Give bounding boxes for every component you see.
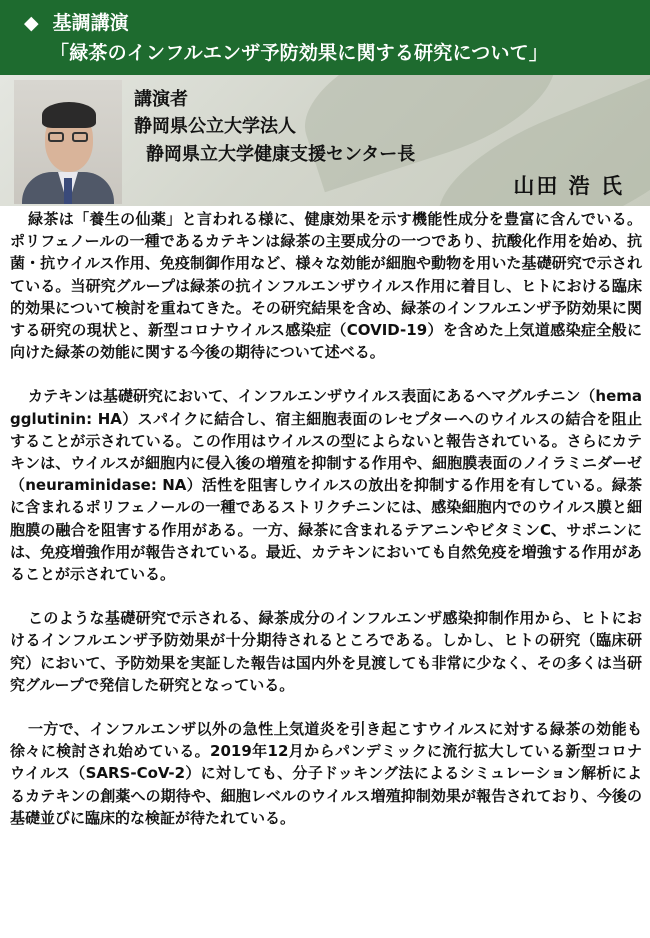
- lecture-title: 「緑茶のインフルエンザ予防効果に関する研究について」: [50, 42, 549, 64]
- paragraph: このような基礎研究で示される、緑茶成分のインフルエンザ感染抑制作用から、ヒトにおけるインフルエンザ予防効果が十分期待されるところである。しかし、ヒトの研究（臨床研究）において、予防効果を実証した報告は国内外を見渡しても非常に少なく、その多くは当研究グループで発信した研究となっている。: [10, 609, 642, 694]
- speaker-panel: [0, 75, 650, 206]
- diamond-bullet-icon: ◆: [24, 12, 39, 34]
- section-heading: [24, 8, 129, 35]
- speaker-position: 静岡県立大学健康支援センター長: [146, 144, 416, 165]
- speaker-name: 山田 浩 氏: [513, 174, 624, 198]
- paragraph: カテキンは基礎研究において、インフルエンザウイルス表面にあるヘマグルチニン（hemagglutinin: HA）スパイクに結合し、宿主細胞表面のレセプターへのウイルスの結合を阻止することが示されている。この作用はウイルスの型によらないと報告されている。さらにカテキンは、ウイルスが細胞内に侵入後の増殖を抑制する作用や、細胞膜表面のノイラミニダーゼ（neuraminidase: NA）活性を阻害しウイルスの放出を抑制する作用を有している。緑茶に含まれるポリフェノールの一種であるストリクチニンには、感染細胞内でのウイルス膜と細胞膜の融合を阻害する作用がある。一方、緑茶に含まれるテアニンやビタミンC、サポニンには、免疫増強作用が報告されている。最近、カテキンにおいても自然免疫を増強する作用があることが示されている。: [10, 387, 642, 584]
- paragraph: 緑茶は「養生の仙薬」と言われる様に、健康効果を示す機能性成分を豊富に含んでいる。ポリフェノールの一種であるカテキンは緑茶の主要成分の一つであり、抗酸化作用を始め、抗菌・抗ウイルス作用、免疫制御作用など、様々な効能が細胞や動物を用いた基礎研究で示されている。当研究グループは緑茶の抗インフルエンザウイルス作用に着目し、ヒトにおける臨床的効果について検討を重ねてきた。その研究結果を含め、緑茶のインフルエンザ予防効果に関する研究の現状と、新型コロナウイルス感染症（COVID-19）を含めた上気道感染症全般に向けた緑茶の効能に関する今後の期待について述べる。: [10, 210, 642, 362]
- section-label: 基調講演: [52, 12, 129, 34]
- paragraph: 一方で、インフルエンザ以外の急性上気道炎を引き起こすウイルスに対する緑茶の効能も徐々に検討され始めている。2019年12月からパンデミックに流行拡大している新型コロナウイルス（SARS-CoV-2）に対しても、分子ドッキング法によるシミュレーション解析によるカテキンの創薬への期待や、細胞レベルのウイルス増殖抑制効果が報告されており、今後の基礎並びに臨床的な検証が待たれている。: [10, 720, 642, 827]
- speaker-organization: 静岡県公立大学法人: [134, 116, 296, 137]
- abstract-body: [10, 208, 642, 851]
- speaker-photo: [14, 80, 122, 204]
- speaker-label: 講演者: [134, 89, 188, 110]
- section-header: [0, 0, 650, 75]
